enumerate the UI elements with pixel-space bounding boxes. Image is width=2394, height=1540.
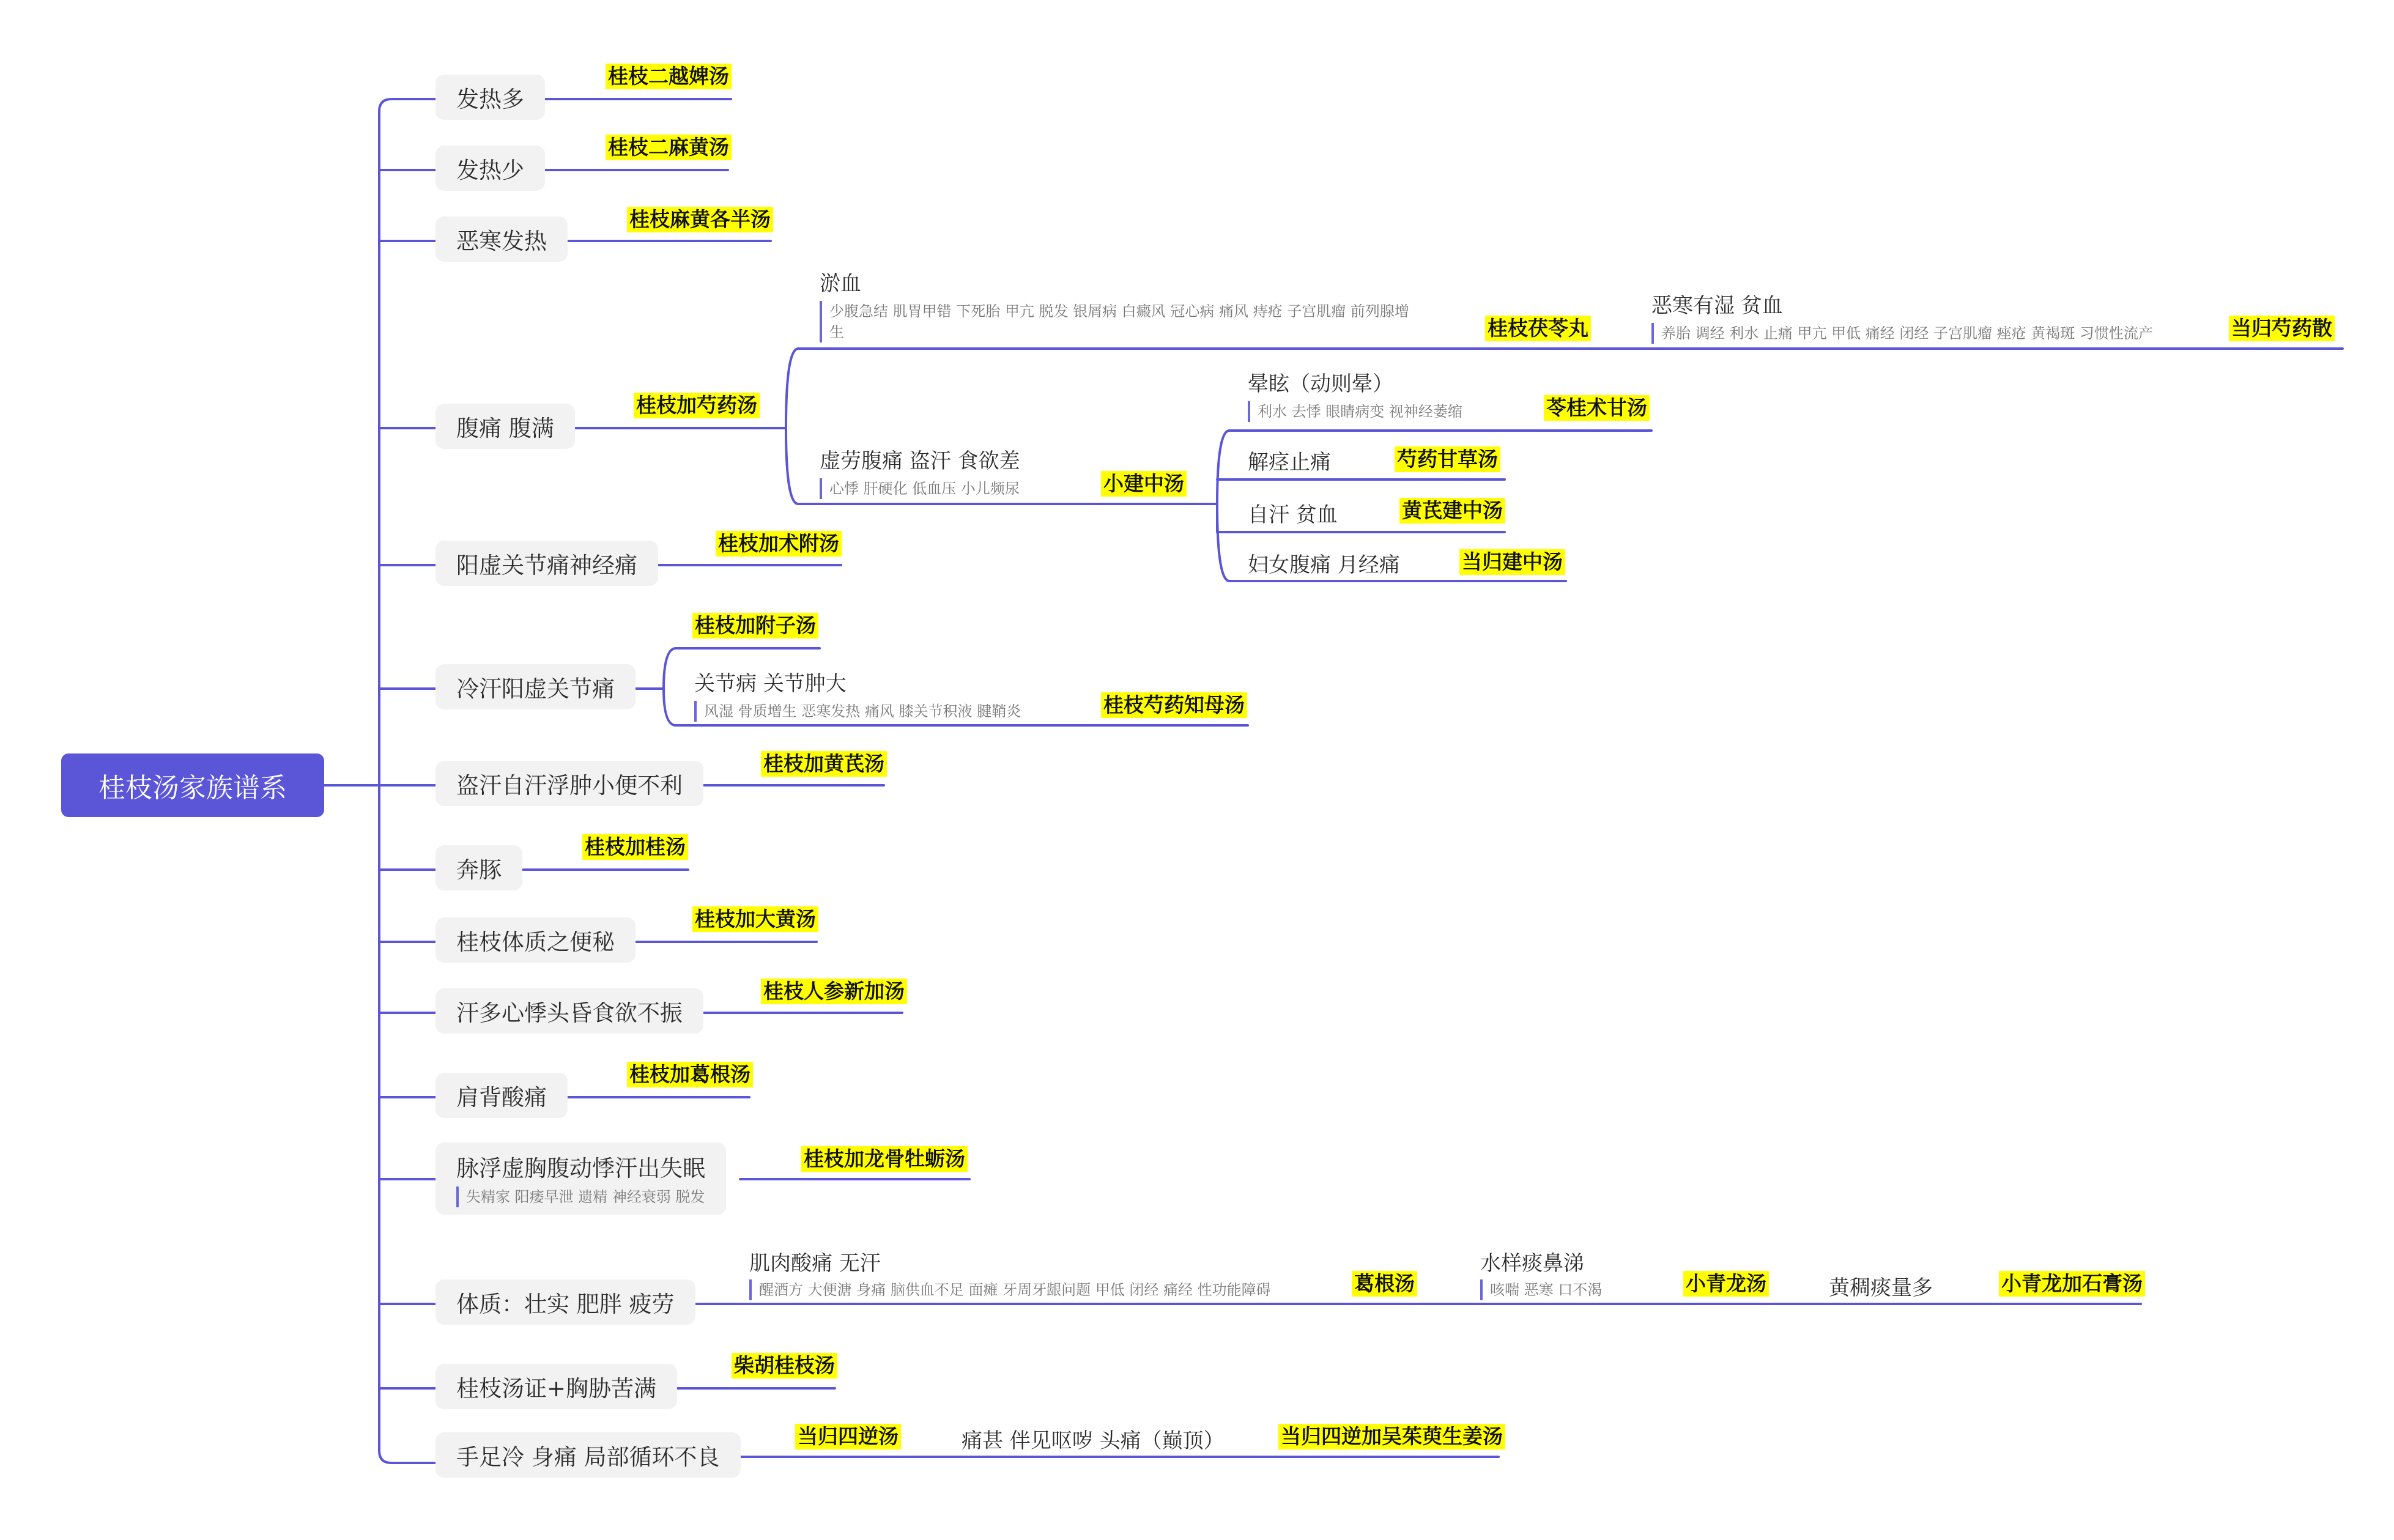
note-line: 少腹急结 肌胃甲错 下死胎 甲亢 脱发 银屑病 白癜风 冠心病 痛风 痔疮 子宫肌瘤 前列腺增 (829, 303, 1409, 320)
topic-cold-sweat-joint-pain[interactable]: 冷汗阳虚关节痛 (435, 664, 636, 709)
topic-sweat-palpitation[interactable]: 汗多心悸头昏食欲不振 (435, 988, 703, 1034)
subtopic-joint-swelling[interactable]: 关节病 关节肿大 (694, 672, 847, 696)
formula-label[interactable]: 苓桂术甘汤 (1544, 395, 1650, 421)
formula-label[interactable]: 桂枝加龙骨牡蛎汤 (801, 1146, 968, 1172)
subtopic-severe-pain-headache[interactable]: 痛甚 伴见呕哕 头痛（巅顶） (962, 1429, 1225, 1453)
topic-cold-limbs[interactable]: 手足冷 身痛 局部循环不良 (435, 1432, 741, 1478)
formula-label[interactable]: 桂枝二麻黄汤 (606, 135, 732, 160)
note-line: 生 (829, 324, 844, 341)
subtopic-thick-phlegm[interactable]: 黄稠痰量多 (1829, 1276, 1933, 1300)
formula-label[interactable]: 小建中汤 (1101, 471, 1187, 497)
note-chill-damp-anemia: 养胎 调经 利水 止痛 甲亢 甲低 痛经 闭经 子宫肌瘤 痤疮 黄褐斑 习惯性流产 (1651, 323, 2153, 344)
formula-label[interactable]: 当归建中汤 (1459, 549, 1565, 575)
formula-label[interactable]: 黄芪建中汤 (1399, 498, 1505, 524)
formula-label[interactable]: 桂枝二越婢汤 (606, 64, 732, 89)
subtopic-deficiency-pain[interactable]: 虚劳腹痛 盗汗 食欲差 (820, 449, 1020, 473)
formula-label[interactable]: 桂枝茯苓丸 (1485, 316, 1591, 341)
subtopic-blood-stasis[interactable]: 淤血 (820, 272, 861, 296)
formula-label[interactable]: 当归四逆加吴茱萸生姜汤 (1278, 1424, 1505, 1449)
subtopic-women-abdominal-pain[interactable]: 妇女腹痛 月经痛 (1248, 553, 1400, 577)
formula-label[interactable]: 桂枝加黄芪汤 (761, 751, 887, 777)
formula-label[interactable]: 桂枝芍药知母汤 (1101, 692, 1247, 718)
topic-fever-little[interactable]: 发热少 (435, 146, 545, 191)
note-joint-swelling: 风湿 骨质增生 恶寒发热 痛风 膝关节积液 腱鞘炎 (694, 701, 1021, 722)
topic-yang-deficiency-joint-pain[interactable]: 阳虚关节痛神经痛 (435, 541, 658, 586)
topic-shoulder-back-pain[interactable]: 肩背酸痛 (435, 1073, 568, 1118)
topic-floating-pulse-insomnia[interactable] (435, 1142, 726, 1215)
note-watery-phlegm: 咳喘 恶寒 口不渴 (1480, 1279, 1602, 1300)
subtopic-spasm-pain[interactable]: 解痉止痛 (1248, 450, 1331, 475)
formula-label[interactable]: 当归四逆汤 (795, 1424, 901, 1449)
subtopic-sweat-anemia[interactable]: 自汗 贫血 (1248, 503, 1338, 527)
subtopic-muscle-pain[interactable]: 肌肉酸痛 无汗 (749, 1251, 881, 1276)
formula-label[interactable]: 桂枝加芍药汤 (634, 393, 760, 418)
formula-label[interactable]: 芍药甘草汤 (1395, 446, 1500, 472)
topic-chill-fever[interactable]: 恶寒发热 (435, 217, 568, 262)
note-muscle-pain: 醒酒方 大便溏 身痛 脑供血不足 面瘫 牙周牙龈问题 甲低 闭经 痛经 性功能障碍 (749, 1279, 1271, 1300)
topic-constitution[interactable]: 体质：壮实 肥胖 疲劳 (435, 1279, 695, 1325)
formula-label[interactable]: 桂枝麻黄各半汤 (627, 207, 773, 232)
formula-label[interactable]: 小青龙加石膏汤 (1999, 1271, 2145, 1297)
formula-label[interactable]: 桂枝加附子汤 (692, 613, 818, 639)
note-blood-stasis (820, 301, 1409, 342)
note-deficiency-pain: 心悸 肝硬化 低血压 小儿频尿 (820, 478, 1020, 499)
formula-label[interactable]: 桂枝人参新加汤 (761, 979, 907, 1004)
formula-label[interactable]: 小青龙汤 (1683, 1271, 1769, 1297)
subtopic-watery-phlegm[interactable]: 水样痰鼻涕 (1480, 1251, 1584, 1276)
topic-constipation[interactable]: 桂枝体质之便秘 (435, 917, 636, 963)
root-topic[interactable]: 桂枝汤家族谱系 (61, 753, 324, 817)
topic-fever-much[interactable]: 发热多 (435, 75, 545, 120)
formula-label[interactable]: 当归芍药散 (2229, 316, 2335, 341)
formula-label[interactable]: 柴胡桂枝汤 (732, 1353, 837, 1379)
formula-label[interactable]: 桂枝加术附汤 (716, 531, 842, 557)
topic-chest-fullness[interactable]: 桂枝汤证+胸胁苦满 (435, 1364, 677, 1409)
topic-label: 脉浮虚胸腹动悸汗出失眠 (456, 1155, 705, 1182)
topic-night-sweat-edema[interactable]: 盗汗自汗浮肿小便不利 (435, 761, 703, 806)
note-dizziness: 利水 去悸 眼睛病变 视神经萎缩 (1248, 401, 1462, 422)
topic-running-piglet[interactable]: 奔豚 (435, 845, 522, 890)
formula-label[interactable]: 桂枝加葛根汤 (627, 1062, 753, 1087)
formula-label[interactable]: 桂枝加桂汤 (582, 834, 688, 860)
formula-label[interactable]: 桂枝加大黄汤 (692, 906, 818, 932)
formula-label[interactable]: 葛根汤 (1352, 1271, 1417, 1297)
topic-note: 失精家 阳痿早泄 遗精 神经衰弱 脱发 (456, 1186, 705, 1207)
topic-abdominal-pain[interactable]: 腹痛 腹满 (435, 404, 575, 449)
subtopic-dizziness[interactable]: 晕眩（动则晕） (1248, 372, 1393, 396)
subtopic-chill-damp-anemia[interactable]: 恶寒有湿 贫血 (1651, 294, 1783, 318)
